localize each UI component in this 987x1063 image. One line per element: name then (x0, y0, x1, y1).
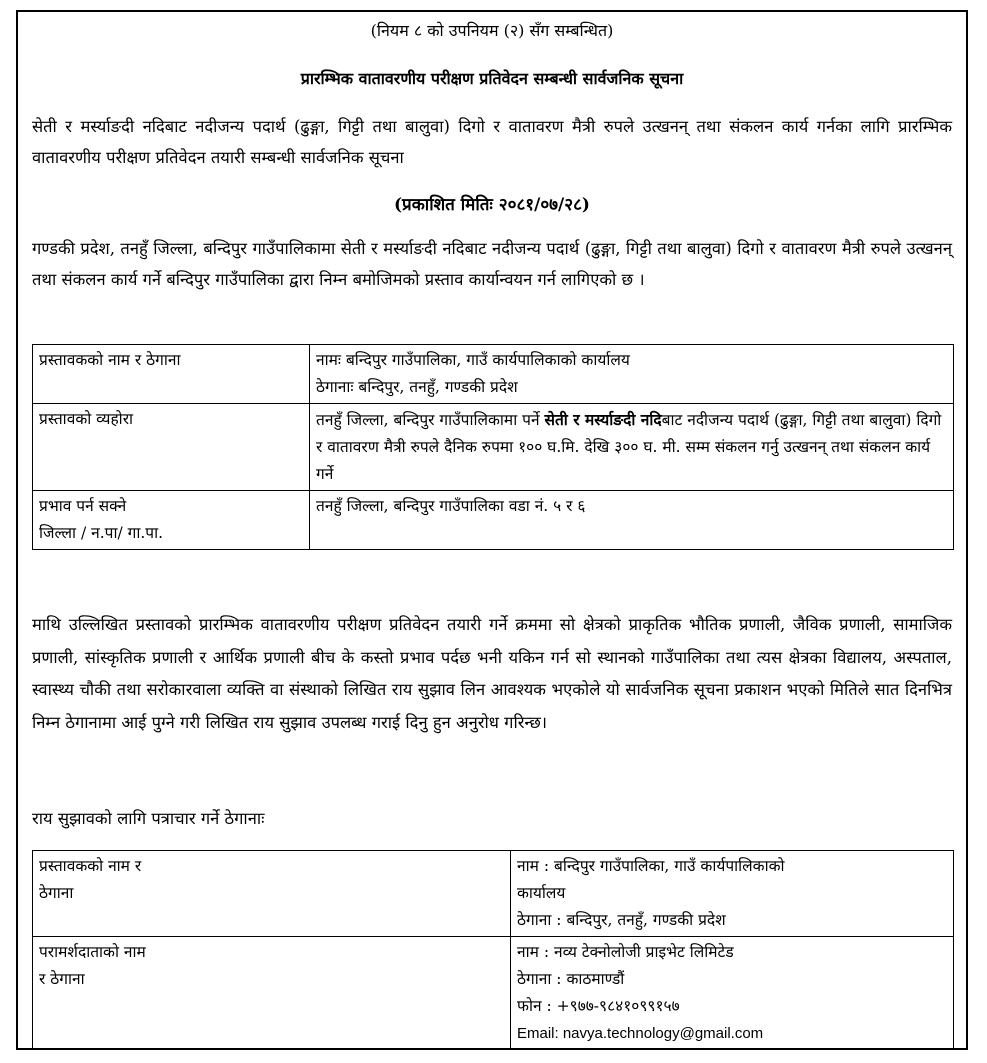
consultant-address: ठेगाना : काठमाण्डौं (517, 970, 625, 988)
affected-area-label-line2: जिल्ला / न.पा/ गा.पा. (39, 524, 164, 542)
contact-proposer-label (33, 851, 511, 937)
consultant-label (33, 937, 511, 1050)
description-rivers: सेती र मर्स्याङदी नदि (544, 410, 662, 429)
table-row (33, 404, 954, 491)
notice-subject: सेती र मर्स्याङदी नदिबाट नदीजन्य पदार्थ (ढुङ्गा, गिट्टी तथा बालुवा) दिगो र वातावरण मैत्री रुपले उत्खनन् तथा संकलन कार्य गर्नका लागि प्रारम्भिक वातावरणीय परीक्षण प्रतिवेदन तयारी सम्बन्धी सार्वजनिक सूचना (32, 117, 952, 167)
affected-area-label-line1: प्रभाव पर्न सक्ने (39, 497, 127, 515)
contact-proposer-label-line1: प्रस्तावकको नाम र (39, 857, 142, 875)
contact-proposer-name: नाम : बन्दिपुर गाउँपालिका, गाउँ कार्यपालिकाको (517, 857, 785, 875)
proposer-label: प्रस्तावकको नाम र ठेगाना (33, 345, 310, 404)
contact-proposer-address: ठेगाना : बन्दिपुर, तनहुँ, गण्डकी प्रदेश (517, 911, 726, 929)
consultant-label-line2: र ठेगाना (39, 970, 85, 988)
rule-reference: (नियम ८ को उपनियम (२) सँग सम्बन्धित) (370, 21, 614, 40)
proposal-description-label: प्रस्तावको व्यहोरा (33, 404, 310, 491)
contact-proposer-name-cont: कार्यालय (517, 884, 566, 902)
address-heading: राय सुझावको लागि पत्राचार गर्ने ठेगानाः (32, 809, 265, 828)
affected-area-value: तनहुँ जिल्ला, बन्दिपुर गाउँपालिका वडा नं. ५ र ६ (310, 491, 954, 550)
body-paragraph: माथि उल्लिखित प्रस्तावको प्रारम्भिक वातावरणीय परीक्षण प्रतिवेदन तयारी गर्ने क्रममा सो क्षेत्रको प्राकृतिक भौतिक प्रणाली, जैविक प्रणाली, सामाजिक प्रणाली, सांस्कृतिक प्रणाली र आर्थिक प्रणाली बीच के कस्तो प्रभाव पर्दछ भनी यकिन गर्न सो स्थानको गाउँपालिका तथा त्यस क्षेत्रका विद्यालय, अस्पताल, स्वास्थ्य चौकी तथा सरोकारवाला व्यक्ति वा संस्थाको लिखित राय सुझाव लिन आवश्यक भएकोले यो सार्वजनिक सूचना प्रकाशन भएको मितिले सात दिनभित्र निम्न ठेगानामा आई पुग्ने गरी लिखित राय सुझाव उपलब्ध गराई दिनु हुन अनुरोध गरिन्छ। (32, 615, 952, 732)
intro-paragraph: गण्डकी प्रदेश, तनहुँ जिल्ला, बन्दिपुर गाउँपालिकामा सेती र मर्स्याङदी नदिबाट नदीजन्य पदार्थ (ढुङ्गा, गिट्टी तथा बालुवा) दिगो र वातावरण मैत्री रुपले उत्खनन् तथा संकलन कार्य गर्ने बन्दिपुर गाउँपालिका द्वारा निम्न बमोजिमको प्रस्ताव कार्यान्वयन गर्न लागिएको छ । (32, 239, 952, 289)
notice-page (16, 10, 968, 1050)
published-date: (प्रकाशित मितिः २०८१/०७/२८) (394, 195, 590, 215)
table-row (33, 345, 954, 404)
table-row (33, 937, 954, 1050)
contact-proposer-label-line2: ठेगाना (39, 884, 74, 902)
contact-proposer-value (511, 851, 954, 937)
proposal-description-value (310, 404, 954, 491)
proposal-table (32, 344, 954, 550)
table-row (33, 851, 954, 937)
proposer-address: ठेगानाः बन्दिपुर, तनहुँ, गण्डकी प्रदेश (316, 378, 518, 396)
affected-area-label (33, 491, 310, 550)
consultant-name: नाम : नव्य टेक्नोलोजी प्राइभेट लिमिटेड (517, 943, 734, 961)
consultant-phone: फोन : +९७७-९८४१०९९१५७ (517, 997, 680, 1015)
table-row (33, 491, 954, 550)
contact-table (32, 850, 954, 1050)
notice-heading: प्रारम्भिक वातावरणीय परीक्षण प्रतिवेदन सम्बन्धी सार्वजनिक सूचना (300, 69, 684, 88)
consultant-label-line1: परामर्शदाताको नाम (39, 943, 146, 961)
proposer-value (310, 345, 954, 404)
description-text-start: तनहुँ जिल्ला, बन्दिपुर गाउँपालिकामा पर्ने (316, 411, 545, 429)
proposer-name: नामः बन्दिपुर गाउँपालिका, गाउँ कार्यपालिकाको कार्यालय (316, 351, 630, 369)
consultant-email[interactable]: Email: navya.technology@gmail.com (517, 1025, 764, 1042)
consultant-value (511, 937, 954, 1050)
description-text-end: बाट नदीजन्य पदार्थ (ढुङ्गा, गिट्टी तथा बालुवा) दिगो र वातावरण मैत्री रुपले दैनिक रुपमा १०० घ.मि. देखि ३०० घ. मी. सम्म संकलन गर्नु उत्खनन् तथा संकलन कार्य गर्ने (316, 411, 942, 483)
